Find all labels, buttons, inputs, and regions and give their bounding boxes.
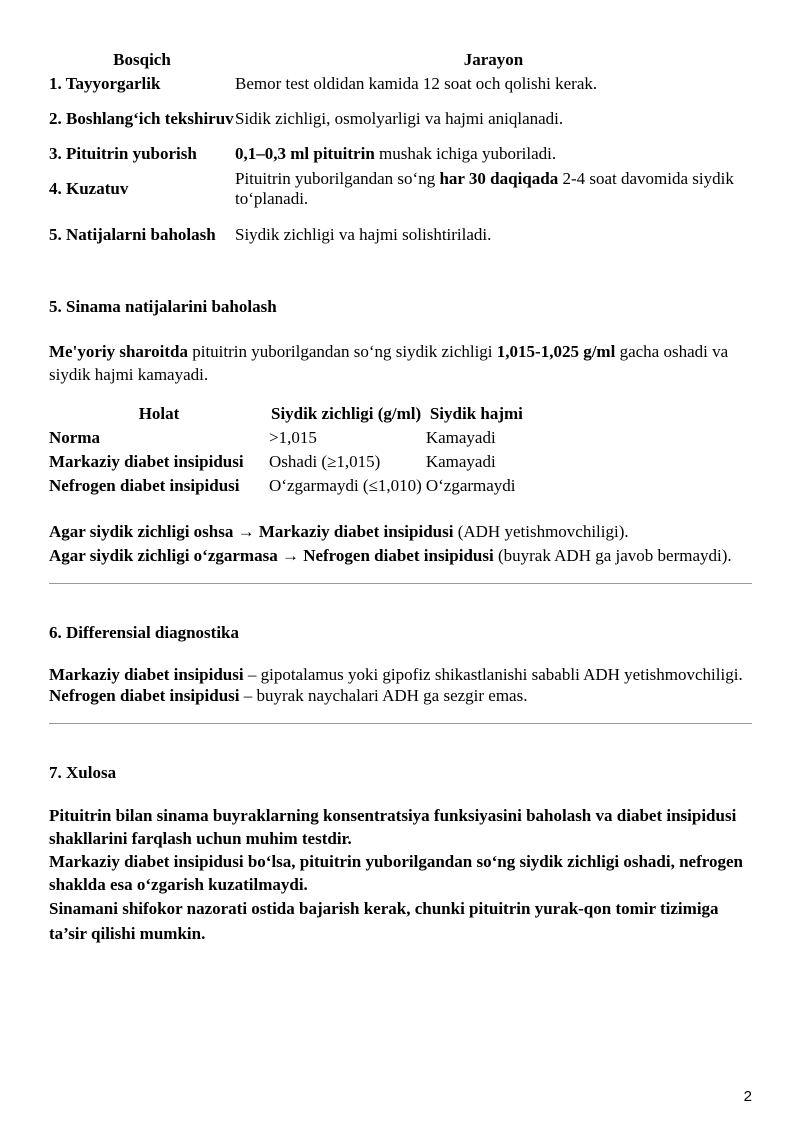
- process-cell: Bemor test oldidan kamida 12 soat och qolishi kerak.: [235, 74, 598, 93]
- process-cell: Pituitrin yuborilgandan so‘ng har 30 daqiqada 2-4 soat davomida siydik to‘planadi.: [235, 169, 734, 208]
- section-5-title: 5. Sinama natijalarini baholash: [49, 297, 277, 316]
- summary-bullet-2: Markaziy diabet insipidusi bo‘lsa, pituitrin yuborilgandan so‘ng siydik zichligi oshadi, nefrogen shaklda esa o‘zgarish kuzatilmaydi.: [49, 852, 744, 894]
- diff-central: Markaziy diabet insipidusi – gipotalamus yoki gipofiz shikastlanishi sababli ADH yetishmovchiligi.: [49, 665, 743, 684]
- divider: [49, 583, 752, 584]
- step-cell: 4. Kuzatuv: [49, 179, 129, 198]
- conclusion-nephrogenic: Agar siydik zichligi o‘zgarmasa → Nefrogen diabet insipidusi (buyrak ADH ga javob bermaydi).: [49, 546, 732, 565]
- volume-cell: Kamayadi: [425, 428, 496, 447]
- conclusion-central: Agar siydik zichligi oshsa → Markaziy diabet insipidusi (ADH yetishmovchiligi).: [49, 522, 629, 541]
- density-cell: >1,015: [269, 428, 317, 447]
- process-cell: Siydik zichligi va hajmi solishtiriladi.: [235, 225, 492, 244]
- section-6-title: 6. Differensial diagnostika: [49, 623, 240, 642]
- table-row: [49, 72, 752, 96]
- step-cell: 5. Natijalarni baholash: [49, 225, 216, 244]
- procedure-table: [49, 48, 752, 258]
- step-cell: 2. Boshlang‘ich tekshiruv: [49, 109, 234, 128]
- table-row: [49, 142, 752, 166]
- table-row: [49, 212, 752, 258]
- condition-cell: Nefrogen diabet insipidusi: [49, 476, 240, 495]
- table-header-density: Siydik zichligi (g/ml): [271, 404, 422, 423]
- summary-bullet-1: Pituitrin bilan sinama buyraklarning konsentratsiya funksiyasini baholash va diabet insipidusi shakllarini farqlash uchun muhim testdir.: [49, 806, 737, 848]
- condition-cell: Markaziy diabet insipidusi: [49, 452, 244, 471]
- table-row: [49, 96, 752, 142]
- table-row: [49, 426, 523, 450]
- process-cell: Sidik zichligi, osmolyarligi va hajmi aniqlanadi.: [235, 109, 564, 128]
- table-header-process: Jarayon: [463, 50, 524, 69]
- table-header-condition: Holat: [138, 404, 180, 423]
- normal-condition-paragraph: Me'yoriy sharoitda pituitrin yuborilgandan so‘ng siydik zichligi 1,015-1,025 g/ml gacha oshadi va siydik hajmi kamayadi.: [49, 342, 729, 384]
- table-header-volume: Siydik hajmi: [429, 404, 523, 423]
- process-cell: 0,1–0,3 ml pituitrin mushak ichiga yuboriladi.: [235, 144, 557, 163]
- diff-nephrogenic: Nefrogen diabet insipidusi – buyrak naychalari ADH ga sezgir emas.: [49, 686, 528, 705]
- volume-cell: O‘zgarmaydi: [425, 476, 516, 495]
- density-cell: O‘zgarmaydi (≤1,010): [269, 476, 422, 495]
- table-row: [49, 450, 523, 474]
- table-header-step: Bosqich: [113, 50, 171, 69]
- summary-bullet-3: Sinamani shifokor nazorati ostida bajarish kerak, chunki pituitrin yurak-qon tomir tizimiga ta’sir qilishi mumkin.: [49, 899, 719, 943]
- density-cell: Oshadi (≥1,015): [269, 452, 381, 471]
- step-cell: 3. Pituitrin yuborish: [49, 144, 197, 163]
- results-table: [49, 402, 523, 498]
- condition-cell: Norma: [49, 428, 100, 447]
- document-page: [49, 48, 752, 946]
- step-cell: 1. Tayyorgarlik: [49, 74, 161, 93]
- table-row: [49, 166, 752, 212]
- page-number: 2: [743, 1088, 752, 1105]
- section-7-title: 7. Xulosa: [49, 763, 117, 782]
- table-row: [49, 474, 523, 498]
- divider: [49, 723, 752, 724]
- volume-cell: Kamayadi: [425, 452, 496, 471]
